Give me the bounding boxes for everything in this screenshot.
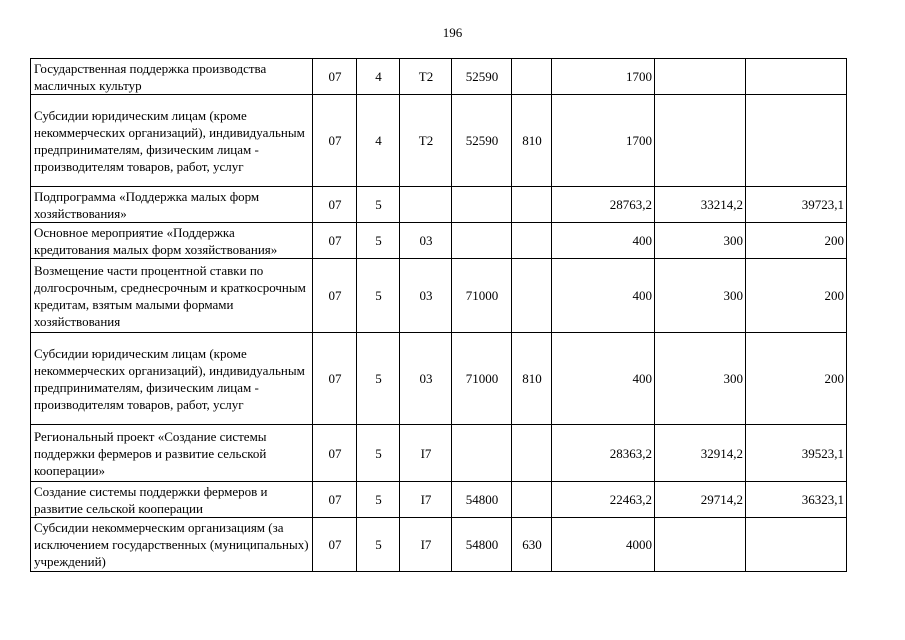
amount-year-1-cell: 4000 [552,518,655,572]
amount-year-1-cell: 400 [552,223,655,259]
table-row [31,259,847,333]
table-row [31,482,847,518]
program-code-cell: 5 [357,333,400,425]
expense-type-code-cell [512,425,552,482]
amount-year-2-cell [655,518,746,572]
ministry-code-cell: 07 [313,259,357,333]
row-name-cell: Субсидии юридическим лицам (кроме некоммерческих организаций), индивидуальным предпринимателям, физическим лицам - производителям товаров, работ, услуг [31,95,313,187]
amount-year-3-cell: 200 [746,259,847,333]
subprogram-code-cell: I7 [400,425,452,482]
ministry-code-cell: 07 [313,223,357,259]
expense-type-code-cell [512,59,552,95]
subprogram-code-cell: Т2 [400,59,452,95]
budget-table-body [31,59,847,572]
amount-year-2-cell: 300 [655,223,746,259]
amount-year-2-cell: 33214,2 [655,187,746,223]
ministry-code-cell: 07 [313,425,357,482]
ministry-code-cell: 07 [313,482,357,518]
amount-year-1-cell: 28763,2 [552,187,655,223]
expense-type-code-cell [512,259,552,333]
target-code-cell: 52590 [452,59,512,95]
ministry-code-cell: 07 [313,518,357,572]
program-code-cell: 5 [357,223,400,259]
table-row [31,425,847,482]
amount-year-1-cell: 1700 [552,59,655,95]
table-row [31,95,847,187]
row-name-cell: Возмещение части процентной ставки по долгосрочным, среднесрочным и краткосрочным кредитам, взятым малыми формами хозяйствования [31,259,313,333]
row-name-cell: Создание системы поддержки фермеров и развитие сельской кооперации [31,482,313,518]
amount-year-3-cell: 36323,1 [746,482,847,518]
row-name-cell: Субсидии некоммерческим организациям (за исключением государственных (муниципальных) учреждений) [31,518,313,572]
table-row [31,223,847,259]
row-name-cell: Субсидии юридическим лицам (кроме некоммерческих организаций), индивидуальным предпринимателям, физическим лицам - производителям товаров, работ, услуг [31,333,313,425]
program-code-cell: 5 [357,259,400,333]
table-row [31,187,847,223]
program-code-cell: 5 [357,187,400,223]
program-code-cell: 5 [357,425,400,482]
amount-year-1-cell: 28363,2 [552,425,655,482]
expense-type-code-cell: 810 [512,95,552,187]
program-code-cell: 5 [357,482,400,518]
target-code-cell [452,223,512,259]
subprogram-code-cell: I7 [400,518,452,572]
program-code-cell: 4 [357,59,400,95]
amount-year-2-cell: 300 [655,259,746,333]
ministry-code-cell: 07 [313,333,357,425]
amount-year-1-cell: 400 [552,259,655,333]
budget-table [30,58,847,572]
subprogram-code-cell: Т2 [400,95,452,187]
row-name-cell: Региональный проект «Создание системы поддержки фермеров и развитие сельской кооперации» [31,425,313,482]
expense-type-code-cell [512,482,552,518]
expense-type-code-cell [512,187,552,223]
amount-year-3-cell: 39723,1 [746,187,847,223]
expense-type-code-cell: 630 [512,518,552,572]
program-code-cell: 5 [357,518,400,572]
ministry-code-cell: 07 [313,59,357,95]
amount-year-2-cell: 32914,2 [655,425,746,482]
table-row [31,59,847,95]
ministry-code-cell: 07 [313,187,357,223]
amount-year-1-cell: 1700 [552,95,655,187]
subprogram-code-cell: 03 [400,223,452,259]
page-number: 196 [442,25,463,40]
subprogram-code-cell [400,187,452,223]
target-code-cell: 52590 [452,95,512,187]
subprogram-code-cell: 03 [400,259,452,333]
amount-year-2-cell: 29714,2 [655,482,746,518]
ministry-code-cell: 07 [313,95,357,187]
amount-year-2-cell [655,95,746,187]
amount-year-3-cell [746,95,847,187]
table-row [31,518,847,572]
expense-type-code-cell: 810 [512,333,552,425]
target-code-cell: 54800 [452,518,512,572]
target-code-cell [452,425,512,482]
expense-type-code-cell [512,223,552,259]
subprogram-code-cell: I7 [400,482,452,518]
row-name-cell: Основное мероприятие «Поддержка кредитования малых форм хозяйствования» [31,223,313,259]
amount-year-3-cell [746,518,847,572]
target-code-cell: 71000 [452,259,512,333]
row-name-cell: Подпрограмма «Поддержка малых форм хозяйствования» [31,187,313,223]
amount-year-1-cell: 22463,2 [552,482,655,518]
row-name-cell: Государственная поддержка производства масличных культур [31,59,313,95]
amount-year-3-cell: 39523,1 [746,425,847,482]
amount-year-2-cell [655,59,746,95]
amount-year-3-cell: 200 [746,333,847,425]
subprogram-code-cell: 03 [400,333,452,425]
amount-year-1-cell: 400 [552,333,655,425]
amount-year-3-cell: 200 [746,223,847,259]
amount-year-3-cell [746,59,847,95]
target-code-cell: 71000 [452,333,512,425]
program-code-cell: 4 [357,95,400,187]
target-code-cell: 54800 [452,482,512,518]
target-code-cell [452,187,512,223]
table-row [31,333,847,425]
amount-year-2-cell: 300 [655,333,746,425]
